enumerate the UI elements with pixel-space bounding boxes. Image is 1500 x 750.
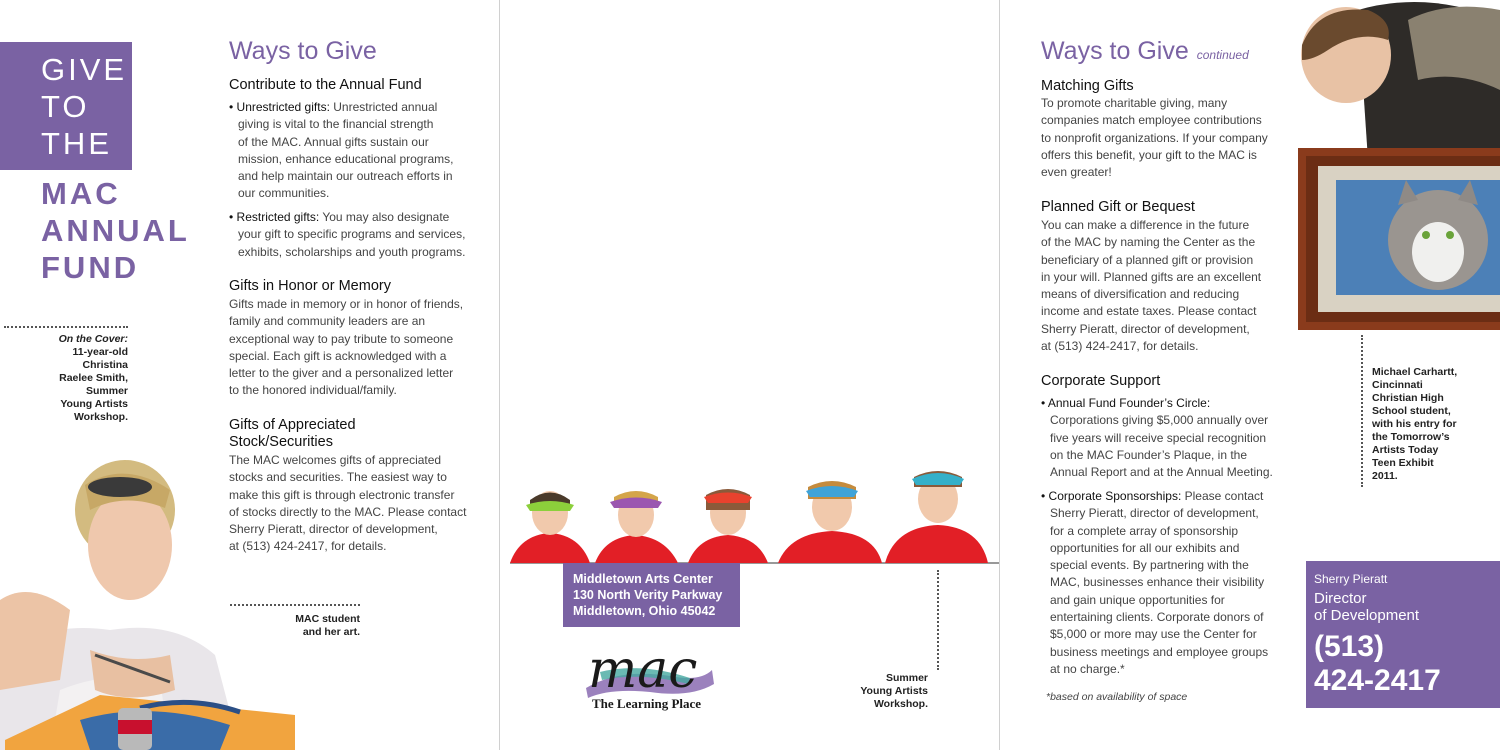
matching-body: To promote charitable giving, many companies match employee contributions to nonprofit organizations. If your company offers this benefit, your gift to the MAC is even greater! xyxy=(1041,96,1268,180)
give-line-2: TO xyxy=(41,89,90,124)
kids-photo xyxy=(510,455,999,565)
kid-1 xyxy=(510,491,590,563)
cover-caption: On the Cover: 11-year-old Christina Raelee Smith, Summer Young Artists Workshop. xyxy=(58,333,128,423)
michael-caption: Michael Carhartt, Cincinnati Christian High School student, with his entry for the Tomorrow’s Artists Today Teen Exhibit 2011. xyxy=(1372,366,1458,482)
logo-tagline: The Learning Place xyxy=(592,696,702,711)
restricted-gifts-bullet: • Restricted gifts: You may also designate your gift to specific programs and services, exhibits, scholarships and youth programs. xyxy=(229,210,466,259)
kid-4 xyxy=(778,481,882,563)
stock-heading: Gifts of Appreciated Stock/Securities xyxy=(229,417,356,450)
kid-5 xyxy=(885,471,988,563)
footnote: *based on availability of space xyxy=(1046,691,1188,703)
cover-caption-rule xyxy=(4,326,128,328)
matching-heading: Matching Gifts xyxy=(1041,78,1134,94)
mac-line-2: ANNUAL xyxy=(41,213,190,248)
founders-circle-bullet: • Annual Fund Founder’s Circle: Corporations giving $5,000 annually over five years will receive special recognition on the MAC Founder’s Plaque, in the Annual Report and at the Annual Meeting. xyxy=(1041,396,1273,480)
address-box: Middletown Arts Center 130 North Verity Parkway Middletown, Ohio 45042 xyxy=(563,563,740,627)
corporate-heading: Corporate Support xyxy=(1041,373,1161,389)
mac-line-1: MAC xyxy=(41,176,121,211)
honor-body: Gifts made in memory or in honor of friends, family and community leaders are an exceptional way to pay tribute to someone special. Each gift is acknowledged with a letter to the giver and a personalized letter to the honored individual/family. xyxy=(229,297,464,398)
michael-photo xyxy=(1288,0,1500,335)
contact-title: Director of Development xyxy=(1314,590,1420,624)
give-line-3: THE xyxy=(41,126,112,161)
logo-mark: mac xyxy=(588,640,698,700)
contact-phone: (513) 424-2417 xyxy=(1314,630,1441,697)
stock-body: The MAC welcomes gifts of appreciated stocks and securities. The easiest way to make this gift is through electronic transfer of stocks directly to the MAC. Please contact Sherry Pieratt, director of development, at (513) 424-2417, for details. xyxy=(229,453,467,554)
planned-heading: Planned Gift or Bequest xyxy=(1041,199,1195,215)
panel-left xyxy=(0,0,499,750)
sponsorships-bullet: • Corporate Sponsorships: Please contact Sherry Pieratt, director of development, for a complete array of sponsorship opportunities for all our exhibits and special events. By partnering with the MAC, businesses enhance their visibility and gain unique opportunities for entertaining clients. Corporate donors of $5,000 or more may use the Center for business meetings and employee groups at no charge.* xyxy=(1041,489,1269,676)
honor-heading: Gifts in Honor or Memory xyxy=(229,278,391,294)
kids-caption: Summer Young Artists Workshop. xyxy=(860,672,928,710)
student-caption: MAC student and her art. xyxy=(295,613,360,638)
ways-title-right: Ways to Give continued xyxy=(1041,37,1249,65)
mac-logo xyxy=(580,632,720,712)
ways-title-left: Ways to Give xyxy=(229,37,377,65)
contact-name: Sherry Pieratt xyxy=(1314,572,1388,586)
give-line-1: GIVE xyxy=(41,52,128,87)
panel-center xyxy=(500,0,999,750)
student-caption-rule xyxy=(230,604,360,606)
kid-3 xyxy=(688,489,768,563)
kids-caption-rule xyxy=(937,570,939,670)
mac-line-3: FUND xyxy=(41,250,140,285)
annual-fund-heading: Contribute to the Annual Fund xyxy=(229,77,422,93)
planned-body: You can make a difference in the future of the MAC by naming the Center as the beneficiary of a planned gift or provision in your will. Planned gifts are an excellent means of diversification and reducing income and estate taxes. Please contact Sherry Pieratt, director of development, at (513) 424-2417, for details. xyxy=(1041,218,1262,354)
contact-box xyxy=(1306,561,1500,708)
unrestricted-gifts-bullet: • Unrestricted gifts: Unrestricted annual giving is vital to the financial strength of the MAC. Annual gifts sustain our mission, enhance educational programs, and help maintain our outreach efforts in our communities. xyxy=(229,100,454,201)
kid-2 xyxy=(595,491,678,563)
michael-caption-rule xyxy=(1361,335,1363,487)
